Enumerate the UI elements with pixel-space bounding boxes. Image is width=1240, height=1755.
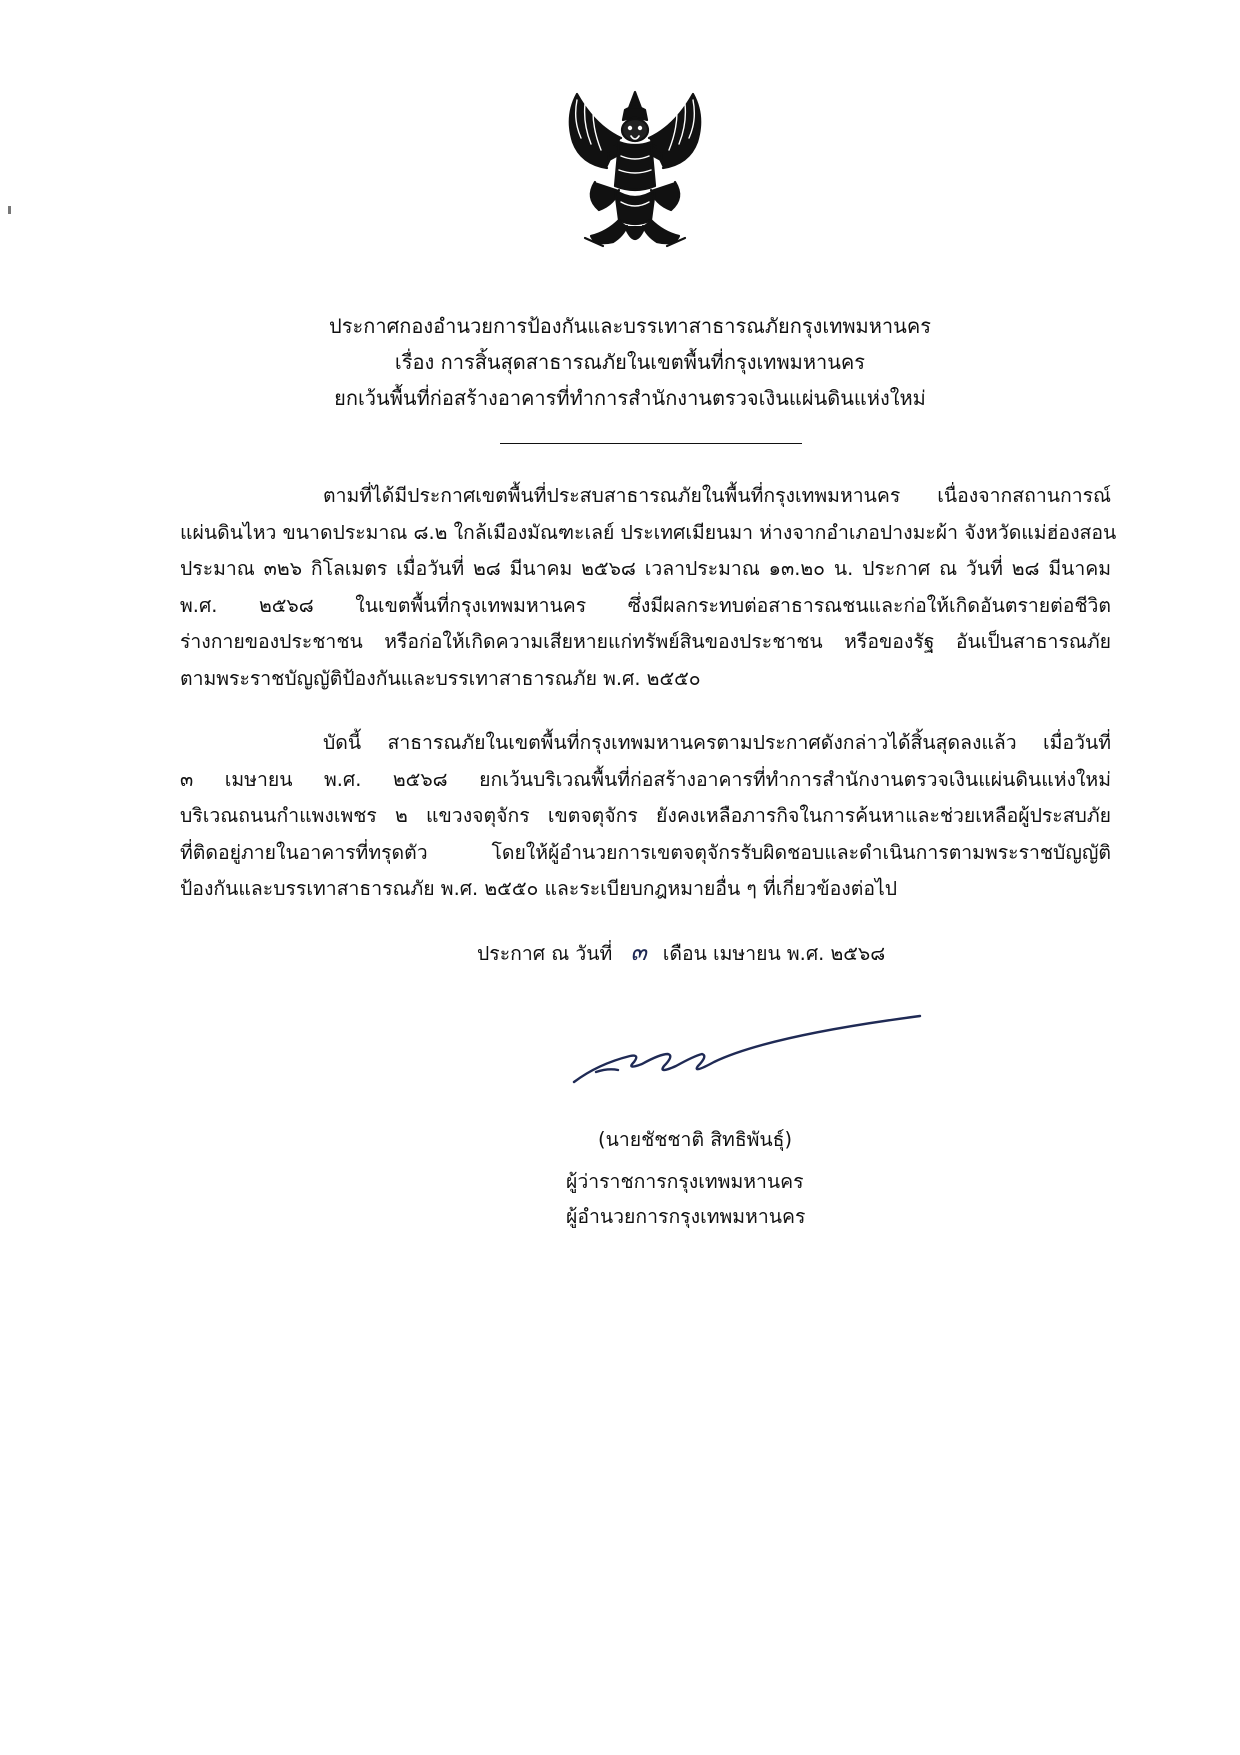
date-prefix: ประกาศ ณ วันที่ [477, 942, 613, 965]
paragraph-line: บริเวณถนนกำแพงเพชร ๒ แขวงจตุจักร เขตจตุจักร ยังคงเหลือภารกิจในการค้นหาและช่วยเหลือผู้ประสบภัย [180, 804, 1111, 827]
announcement-body [180, 478, 1117, 908]
paragraph-line: ตามที่ได้มีประกาศเขตพื้นที่ประสบสาธารณภัยในพื้นที่กรุงเทพมหานคร เนื่องจากสถานการณ์ [323, 484, 1111, 507]
paragraph-line: บัดนี้ สาธารณภัยในเขตพื้นที่กรุงเทพมหานครตามประกาศดังกล่าวได้สิ้นสุดลงแล้ว เมื่อวันที่ [323, 731, 1111, 754]
paragraph-line: แผ่นดินไหว ขนาดประมาณ ๘.๒ ใกล้เมืองมัณฑะเลย์ ประเทศเมียนมา ห่างจากอำเภอปางมะผ้า จังหวัดแม่ฮ่องสอน [180, 520, 1117, 544]
date-day-handwritten: ๓ [630, 938, 647, 966]
body-paragraph-1 [180, 478, 1117, 697]
paragraph-line: ตามพระราชบัญญัติป้องกันและบรรเทาสาธารณภัย พ.ศ. ๒๕๕๐ [180, 666, 701, 690]
signatory-position-director: ผู้อำนวยการกรุงเทพมหานคร [566, 1205, 806, 1228]
title-line-3: ยกเว้นพื้นที่ก่อสร้างอาคารที่ทำการสำนักงานตรวจเงินแผ่นดินแห่งใหม่ [334, 386, 926, 410]
date-suffix: เดือน เมษายน พ.ศ. ๒๕๖๘ [662, 942, 886, 965]
body-paragraph-2 [180, 725, 1111, 908]
announcement-date [477, 934, 885, 972]
paragraph-line: พ.ศ. ๒๕๖๘ ในเขตพื้นที่กรุงเทพมหานคร ซึ่งมีผลกระทบต่อสาธารณชนและก่อให้เกิดอันตรายต่อชีวิต [180, 593, 1111, 617]
garuda-emblem-icon [555, 86, 715, 256]
handwritten-signature-icon [568, 1010, 928, 1100]
paragraph-line: ๓ เมษายน พ.ศ. ๒๕๖๘ ยกเว้นบริเวณพื้นที่ก่อสร้างอาคารที่ทำการสำนักงานตรวจเงินแผ่นดินแห่งใหม่ [180, 767, 1111, 791]
announcement-title [180, 308, 1080, 416]
paragraph-line: ประมาณ ๓๒๖ กิโลเมตร เมื่อวันที่ ๒๘ มีนาคม ๒๕๖๘ เวลาประมาณ ๑๓.๒๐ น. ประกาศ ณ วันที่ ๒๘ มีนาคม [180, 557, 1111, 580]
signatory-name: (นายชัชชาติ สิทธิพันธุ์) [598, 1128, 793, 1151]
paragraph-line: ร่างกายของประชาชน หรือก่อให้เกิดความเสียหายแก่ทรัพย์สินของประชาชน หรือของรัฐ อันเป็นสาธารณภัย [180, 630, 1111, 653]
signatory-position-governor: ผู้ว่าราชการกรุงเทพมหานคร [566, 1170, 804, 1193]
scan-mark [8, 206, 11, 214]
title-line-2: เรื่อง การสิ้นสุดสาธารณภัยในเขตพื้นที่กรุงเทพมหานคร [394, 350, 866, 374]
paragraph-line: ป้องกันและบรรเทาสาธารณภัย พ.ศ. ๒๕๕๐ และระเบียบกฎหมายอื่น ๆ ที่เกี่ยวข้องต่อไป [180, 877, 898, 900]
title-line-1: ประกาศกองอำนวยการป้องกันและบรรเทาสาธารณภัยกรุงเทพมหานคร [329, 314, 931, 338]
title-divider [500, 443, 802, 444]
paragraph-line: ที่ติดอยู่ภายในอาคารที่ทรุดตัว โดยให้ผู้อำนวยการเขตจตุจักรรับผิดชอบและดำเนินการตามพระราชบัญญัติ [180, 840, 1111, 864]
